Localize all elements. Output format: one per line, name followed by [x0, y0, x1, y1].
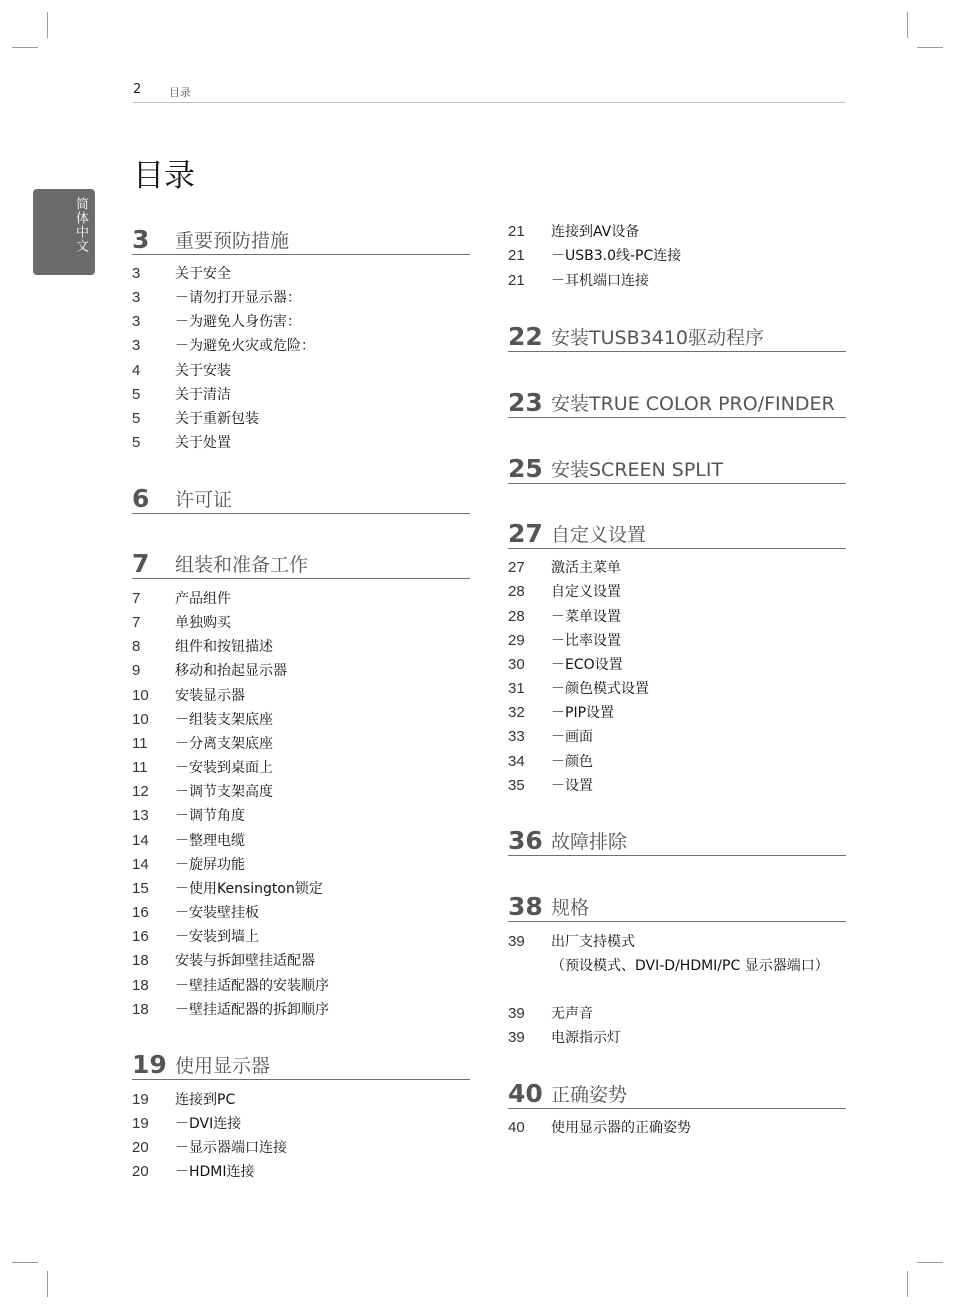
- toc-item[interactable]: [508, 1028, 846, 1048]
- toc-section[interactable]: [508, 453, 846, 484]
- toc-item[interactable]: [132, 903, 470, 923]
- toc-item[interactable]: [132, 951, 470, 971]
- crop-mark: [47, 12, 48, 38]
- item-page-number: 20: [132, 1163, 149, 1180]
- item-title: 安装与拆卸壁挂适配器: [175, 953, 315, 969]
- item-page-number: 28: [508, 608, 525, 625]
- section-page-number: 40: [508, 1079, 543, 1108]
- item-page-number: 19: [132, 1091, 149, 1108]
- section-page-number: 27: [508, 519, 543, 548]
- item-title: 单独购买: [175, 615, 231, 631]
- toc-item[interactable]: [508, 930, 846, 978]
- item-title: 关于重新包装: [175, 411, 259, 427]
- toc-item[interactable]: [132, 661, 470, 681]
- toc-section[interactable]: [508, 321, 846, 352]
- section-title: 安装TRUE COLOR PRO/FINDER: [551, 393, 835, 415]
- item-title: －画面: [551, 729, 593, 745]
- item-page-number: 27: [508, 559, 525, 576]
- item-page-number: 3: [132, 289, 141, 306]
- item-page-number: 5: [132, 410, 141, 427]
- toc-section[interactable]: [508, 1078, 846, 1109]
- item-page-number: 32: [508, 704, 525, 721]
- item-title: －安装到墙上: [175, 929, 259, 945]
- item-page-number: 18: [132, 1001, 149, 1018]
- item-title: －PIP设置: [551, 705, 615, 721]
- item-title: －显示器端口连接: [175, 1140, 287, 1156]
- item-page-number: 30: [508, 656, 525, 673]
- section-title: 安装TUSB3410驱动程序: [551, 327, 764, 349]
- item-page-number: 18: [132, 952, 149, 969]
- item-title: 关于处置: [175, 435, 231, 451]
- item-title: －HDMI连接: [175, 1164, 255, 1180]
- item-page-number: 21: [508, 223, 525, 240]
- item-title: －颜色模式设置: [551, 681, 649, 697]
- toc-item[interactable]: [508, 679, 846, 699]
- toc-section[interactable]: [508, 825, 846, 856]
- toc-item[interactable]: [132, 288, 470, 308]
- item-title: －调节支架高度: [175, 784, 273, 800]
- item-page-number: 39: [508, 933, 525, 950]
- item-page-number: 7: [132, 614, 141, 631]
- toc-item[interactable]: [508, 222, 846, 242]
- item-page-number: 10: [132, 687, 149, 704]
- item-title: －分离支架底座: [175, 736, 273, 752]
- toc-item[interactable]: [132, 1138, 470, 1158]
- toc-item[interactable]: [132, 927, 470, 947]
- toc-item[interactable]: [508, 776, 846, 796]
- section-title: 正确姿势: [551, 1084, 628, 1106]
- toc-item[interactable]: [132, 637, 470, 657]
- item-title: －为避免人身伤害：: [175, 314, 301, 330]
- item-page-number: 4: [132, 362, 141, 379]
- item-page-number: 3: [132, 265, 141, 282]
- item-page-number: 11: [132, 759, 148, 776]
- section-page-number: 23: [508, 388, 543, 417]
- item-title: 关于清洁: [175, 387, 231, 403]
- item-title: 连接到AV设备: [551, 224, 640, 240]
- toc-item[interactable]: [132, 264, 470, 284]
- toc-section[interactable]: [132, 1049, 470, 1080]
- item-page-number: 39: [508, 1029, 525, 1046]
- toc-item[interactable]: [508, 271, 846, 291]
- section-title: 故障排除: [551, 831, 628, 853]
- item-page-number: 15: [132, 880, 149, 897]
- toc-item[interactable]: [132, 806, 470, 826]
- page-title: 目录: [133, 158, 195, 194]
- item-page-number: 14: [132, 832, 149, 849]
- toc-item[interactable]: [508, 558, 846, 578]
- section-page-number: 19: [132, 1050, 167, 1079]
- item-page-number: 12: [132, 783, 149, 800]
- crop-mark: [907, 1271, 908, 1297]
- item-title: －颜色: [551, 754, 593, 770]
- toc-item[interactable]: [508, 1118, 846, 1138]
- page-number: 2: [133, 82, 142, 97]
- toc-item[interactable]: [132, 409, 470, 429]
- item-title: 产品组件: [175, 591, 231, 607]
- toc-item[interactable]: [508, 752, 846, 772]
- item-page-number: 40: [508, 1119, 525, 1136]
- toc-section[interactable]: [132, 224, 470, 255]
- item-title: －ECO设置: [551, 657, 623, 673]
- toc-item[interactable]: [508, 607, 846, 627]
- item-title: 连接到PC: [175, 1092, 236, 1108]
- item-title: 安装显示器: [175, 688, 245, 704]
- section-title: 规格: [551, 897, 590, 919]
- item-page-number: 21: [508, 247, 525, 264]
- item-title: －菜单设置: [551, 609, 621, 625]
- section-page-number: 22: [508, 322, 543, 351]
- item-page-number: 31: [508, 680, 525, 697]
- language-tab-label: 简体中文: [73, 197, 88, 253]
- toc-item[interactable]: [132, 1162, 470, 1182]
- section-title: 使用显示器: [175, 1055, 271, 1077]
- item-page-number: 39: [508, 1005, 525, 1022]
- toc-item[interactable]: [132, 1114, 470, 1134]
- toc-item[interactable]: [132, 1000, 470, 1020]
- item-page-number: 9: [132, 662, 141, 679]
- item-page-number: 34: [508, 753, 525, 770]
- item-page-number: 21: [508, 272, 525, 289]
- item-title: －壁挂适配器的拆卸顺序: [175, 1002, 329, 1018]
- crop-mark: [917, 1262, 943, 1263]
- crop-mark: [12, 47, 38, 48]
- toc-item[interactable]: [508, 703, 846, 723]
- section-page-number: 6: [132, 484, 150, 513]
- item-title: －整理电缆: [175, 833, 245, 849]
- item-page-number: 28: [508, 583, 525, 600]
- item-page-number: 10: [132, 711, 149, 728]
- crop-mark: [907, 12, 908, 38]
- header-title: 目录: [169, 86, 191, 99]
- language-tab: [33, 189, 95, 275]
- toc-item[interactable]: [132, 686, 470, 706]
- item-title: 自定义设置: [551, 584, 621, 600]
- section-page-number: 36: [508, 826, 543, 855]
- item-page-number: 33: [508, 728, 525, 745]
- toc-section[interactable]: [508, 891, 846, 922]
- section-page-number: 25: [508, 454, 543, 483]
- toc-item[interactable]: [508, 1004, 846, 1024]
- item-title: 使用显示器的正确姿势: [551, 1120, 691, 1136]
- toc-item[interactable]: [132, 782, 470, 802]
- item-title: 激活主菜单: [551, 560, 621, 576]
- section-page-number: 7: [132, 549, 150, 578]
- item-title: －设置: [551, 778, 593, 794]
- section-title: 安装SCREEN SPLIT: [551, 459, 724, 481]
- item-page-number: 5: [132, 386, 141, 403]
- item-page-number: 13: [132, 807, 149, 824]
- toc-item[interactable]: [508, 246, 846, 266]
- toc-section[interactable]: [132, 483, 470, 514]
- item-title: －调节角度: [175, 808, 245, 824]
- crop-mark: [917, 47, 943, 48]
- toc-section[interactable]: [132, 548, 470, 579]
- toc-section[interactable]: [508, 387, 846, 418]
- toc-item[interactable]: [132, 433, 470, 453]
- toc-item[interactable]: [132, 1090, 470, 1110]
- section-title: 许可证: [175, 489, 233, 511]
- item-page-number: 16: [132, 904, 149, 921]
- item-title: 出厂支持模式 （预设模式、DVI-D/HDMI/PC 显示器端口）: [551, 934, 829, 974]
- crop-mark: [12, 1262, 38, 1263]
- toc-item[interactable]: [508, 655, 846, 675]
- toc-item[interactable]: [508, 727, 846, 747]
- item-page-number: 29: [508, 632, 525, 649]
- toc-item[interactable]: [132, 831, 470, 851]
- item-title: 无声音: [551, 1006, 593, 1022]
- item-page-number: 5: [132, 434, 141, 451]
- toc-item[interactable]: [132, 385, 470, 405]
- item-page-number: 3: [132, 313, 141, 330]
- item-page-number: 20: [132, 1139, 149, 1156]
- item-title: －比率设置: [551, 633, 621, 649]
- item-title: －安装壁挂板: [175, 905, 259, 921]
- item-page-number: 19: [132, 1115, 149, 1132]
- item-title: －组装支架底座: [175, 712, 273, 728]
- item-title: 电源指示灯: [551, 1030, 621, 1046]
- section-title: 自定义设置: [551, 524, 647, 546]
- toc-item[interactable]: [132, 312, 470, 332]
- item-title: －旋屏功能: [175, 857, 245, 873]
- toc-item[interactable]: [132, 879, 470, 899]
- item-title: －为避免火灾或危险：: [175, 338, 315, 354]
- item-title: －请勿打开显示器：: [175, 290, 301, 306]
- item-page-number: 7: [132, 590, 141, 607]
- toc-item[interactable]: [132, 710, 470, 730]
- toc-item[interactable]: [132, 855, 470, 875]
- section-page-number: 38: [508, 892, 543, 921]
- item-page-number: 35: [508, 777, 525, 794]
- item-title: －安装到桌面上: [175, 760, 273, 776]
- item-page-number: 16: [132, 928, 149, 945]
- toc-item[interactable]: [132, 758, 470, 778]
- toc-item[interactable]: [132, 361, 470, 381]
- running-header: [133, 82, 845, 103]
- item-title: 移动和抬起显示器: [175, 663, 287, 679]
- toc-item[interactable]: [132, 613, 470, 633]
- item-page-number: 8: [132, 638, 141, 655]
- toc-item[interactable]: [508, 582, 846, 602]
- item-title: －壁挂适配器的安装顺序: [175, 978, 329, 994]
- item-page-number: 3: [132, 337, 141, 354]
- section-title: 组装和准备工作: [175, 554, 309, 576]
- item-title: 组件和按钮描述: [175, 639, 273, 655]
- item-page-number: 11: [132, 735, 148, 752]
- item-title: －使用Kensington锁定: [175, 881, 323, 897]
- item-title: 关于安全: [175, 266, 231, 282]
- crop-mark: [47, 1271, 48, 1297]
- toc-item[interactable]: [132, 589, 470, 609]
- toc-section[interactable]: [508, 518, 846, 549]
- item-page-number: 18: [132, 977, 149, 994]
- toc-item[interactable]: [508, 631, 846, 651]
- toc-item[interactable]: [132, 336, 470, 356]
- item-page-number: 14: [132, 856, 149, 873]
- toc-item[interactable]: [132, 976, 470, 996]
- section-title: 重要预防措施: [175, 230, 290, 252]
- toc-item[interactable]: [132, 734, 470, 754]
- item-title: 关于安装: [175, 363, 231, 379]
- item-title: －DVI连接: [175, 1116, 242, 1132]
- item-title: －耳机端口连接: [551, 273, 649, 289]
- section-page-number: 3: [132, 225, 150, 254]
- item-title: －USB3.0线-PC连接: [551, 248, 682, 264]
